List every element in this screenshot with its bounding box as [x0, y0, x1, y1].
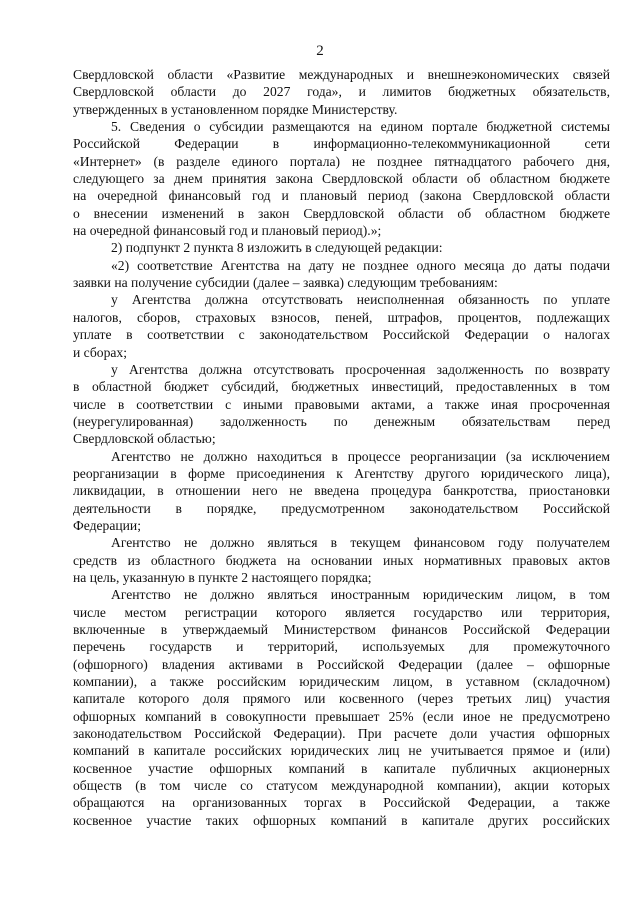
- document-body: [73, 66, 610, 829]
- text-line: Свердловской области до 2027 года», и лимитов бюджетных обязательств,: [73, 84, 610, 100]
- text-line: на очередной финансовый год и плановый период (закона Свердловской области: [73, 188, 610, 204]
- text-line: обращаются на организованных торгах в Российской Федерации, а также: [73, 795, 610, 811]
- text-line: законодательством Российской Федерации). При расчете доли участия офшорных: [73, 726, 610, 742]
- text-line: (неурегулированная) задолженность по денежным обязательствам перед: [73, 413, 610, 429]
- text-line: заявки на получение субсидии (далее – заявка) следующим требованиям:: [73, 275, 498, 291]
- text-line: следующего за днем принятия закона Свердловской области об областном бюджете: [73, 171, 610, 187]
- text-line: перечень государств и территорий, используемых для промежуточного: [73, 639, 610, 655]
- text-line: косвенное участие таких офшорных компаний в капитале других российских: [73, 812, 610, 828]
- text-line: обществ (в том числе со статусом международной компании), акции которых: [73, 778, 610, 794]
- text-line: Свердловской областью;: [73, 431, 216, 447]
- text-line: косвенное участие офшорных компаний в капитале публичных акционерных: [73, 760, 610, 776]
- text-line: «2) соответствие Агентства на дату не позднее одного месяца до даты подачи: [111, 257, 610, 273]
- text-line: Свердловской области «Развитие международных и внешнеэкономических связей: [73, 67, 610, 82]
- text-line: у Агентства должна отсутствовать просроченная задолженность по возврату: [111, 361, 610, 377]
- text-line: компании), а также российским юридическим лицом, в уставном (складочном): [73, 674, 610, 690]
- text-line: Агентство не должно находиться в процессе реорганизации (за исключением: [111, 448, 610, 464]
- text-line: 2) подпункт 2 пункта 8 изложить в следующей редакции:: [111, 240, 443, 256]
- text-line: числе в соответствии с иными правовыми актами, а также иная просроченная: [73, 396, 610, 412]
- text-line: у Агентства должна отсутствовать неисполненная обязанность по уплате: [111, 292, 610, 308]
- text-line: Российской Федерации в информационно-телекоммуникационной сети: [73, 136, 610, 152]
- text-line: «Интернет» (в разделе единого портала) не позднее пятнадцатого рабочего дня,: [73, 153, 610, 169]
- text-line: уплате в соответствии с законодательством Российской Федерации о налогах: [73, 327, 610, 343]
- text-line: включенные в утверждаемый Министерством финансов Российской Федерации: [73, 622, 610, 637]
- page-number: 2: [316, 43, 324, 59]
- text-line: налогов, сборов, страховых взносов, пеней, штрафов, процентов, подлежащих: [73, 309, 610, 325]
- text-line: Агентство не должно являться иностранным юридическим лицом, в том: [111, 587, 610, 603]
- text-line: Федерации;: [73, 517, 141, 533]
- text-line: ликвидации, в отношении него не введена процедура банкротства, приостановки: [73, 483, 610, 499]
- text-line: на цель, указанную в пункте 2 настоящего порядка;: [73, 569, 372, 585]
- text-line: утвержденных в установленном порядке Министерству.: [73, 101, 398, 117]
- text-line: числе местом регистрации которого является государство или территория,: [73, 604, 610, 620]
- text-line: (офшорного) владения активами в Российской Федерации (далее – офшорные: [73, 656, 610, 672]
- text-line: на очередной финансовый год и плановый период).»;: [73, 223, 382, 239]
- text-line: деятельности в порядке, предусмотренном законодательством Российской: [73, 500, 610, 516]
- text-line: средств из областного бюджета на основании иных нормативных правовых актов: [73, 552, 610, 568]
- text-line: компаний в капитале российских юридических лиц не учитывается прямое и (или): [73, 743, 610, 759]
- text-line: Агентство не должно являться в текущем финансовом году получателем: [111, 535, 610, 551]
- text-line: 5. Сведения о субсидии размещаются на едином портале бюджетной системы: [111, 119, 610, 135]
- text-line: капитале которого доля прямого или косвенного (через третьих лиц) участия: [73, 691, 610, 707]
- text-line: о внесении изменений в закон Свердловской области об областном бюджете: [73, 205, 610, 221]
- text-line: в областной бюджет субсидий, бюджетных инвестиций, предоставленных в том: [73, 379, 610, 395]
- text-line: офшорных компаний в совокупности превышает 25% (если иное не предусмотрено: [73, 708, 610, 724]
- text-line: и сборах;: [73, 344, 127, 360]
- text-line: реорганизации в форме присоединения к Агентству другого юридического лица),: [73, 465, 610, 481]
